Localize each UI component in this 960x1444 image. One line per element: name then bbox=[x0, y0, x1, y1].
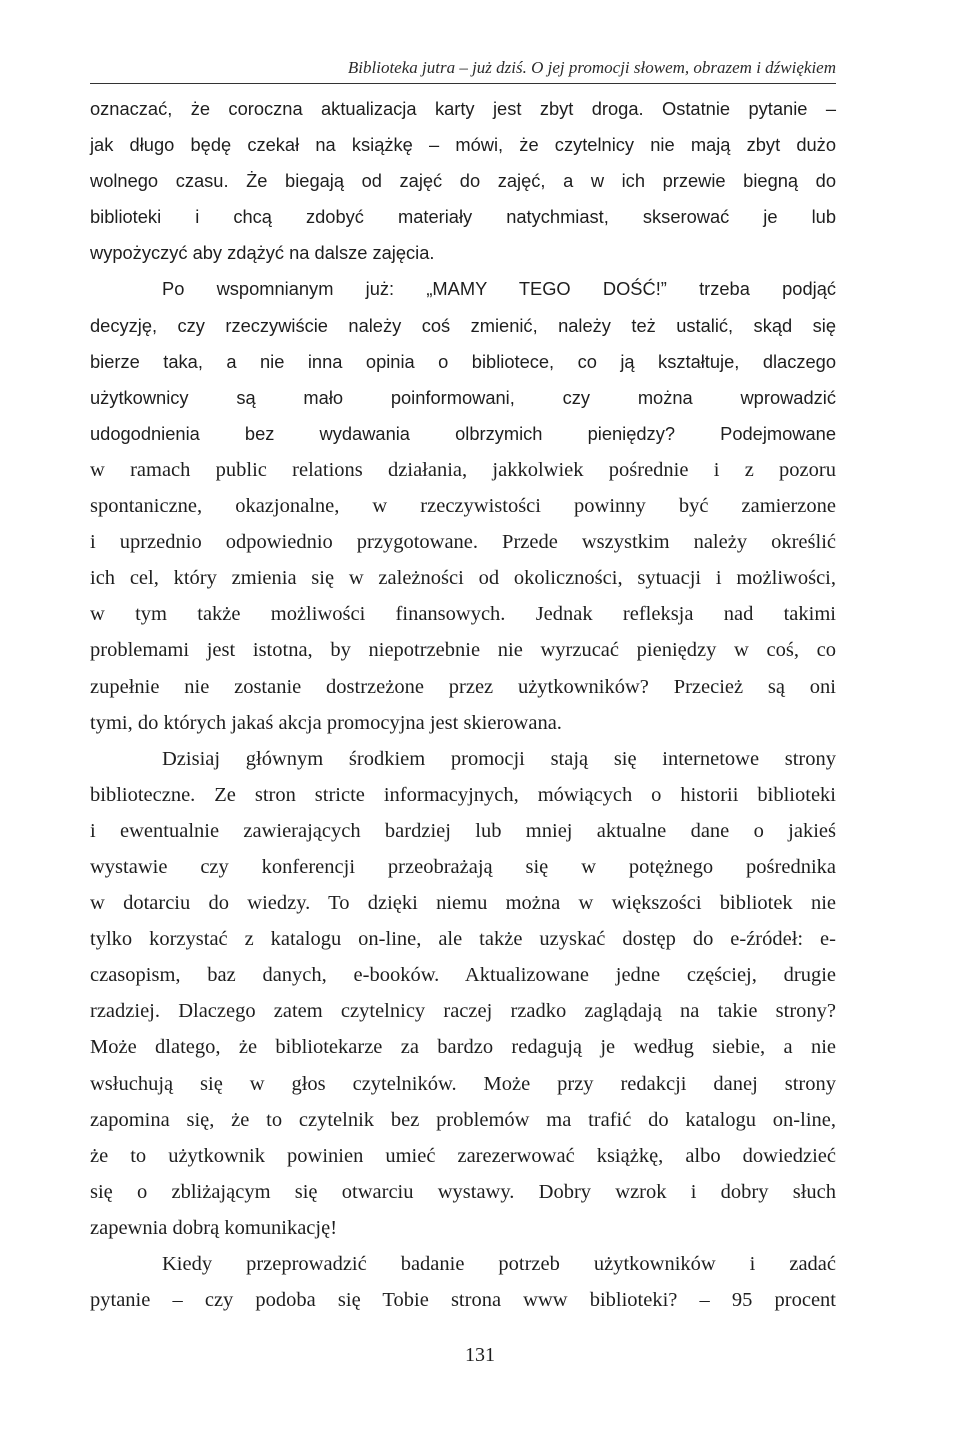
text-line: i ewentualnie zawierających bardziej lub mniej aktualne dane o jakieś bbox=[90, 819, 836, 842]
text-line: Dzisiaj głównym środkiem promocji stają się internetowe strony bbox=[162, 747, 836, 770]
text-line: w ramach public relations działania, jakkolwiek pośrednie i z pozoru bbox=[90, 458, 836, 481]
paragraph bbox=[90, 741, 836, 1246]
text-line: czasopism, baz danych, e-booków. Aktualizowane jedne częściej, drugie bbox=[90, 964, 836, 987]
paragraph bbox=[90, 91, 836, 271]
text-line: tylko korzystać z katalogu on-line, ale także uzyskać dostęp do e-źródeł: e- bbox=[90, 928, 836, 951]
text-line: wolnego czasu. Że biegają od zajęć do zajęć, a w ich przewie biegną do bbox=[90, 170, 836, 192]
header-rule bbox=[90, 83, 836, 84]
text-line: w dotarciu do wiedzy. To dzięki niemu można w większości bibliotek nie bbox=[90, 892, 836, 915]
body-text bbox=[90, 91, 836, 1318]
text-line: użytkownicy są mało poinformowani, czy można wprowadzić bbox=[90, 386, 836, 408]
text-line: Po wspomnianym już: „MAMY TEGO DOŚĆ!” trzeba podjąć bbox=[162, 278, 836, 300]
text-line: się o zbliżającym się otwarciu wystawy. Dobry wzrok i dobry słuch bbox=[90, 1180, 836, 1203]
text-line: w tym także możliwości finansowych. Jednak refleksja nad takimi bbox=[90, 603, 836, 626]
running-header: Biblioteka jutra – już dziś. O jej promocji słowem, obrazem i dźwiękiem bbox=[347, 58, 836, 77]
paragraph bbox=[90, 1246, 836, 1318]
paragraph bbox=[90, 271, 836, 740]
text-line: bierze taka, a nie inna opinia o bibliotece, co ją kształtuje, dlaczego bbox=[90, 350, 836, 372]
text-line: zapomina się, że to czytelnik bez problemów ma trafić do katalogu on-line, bbox=[90, 1108, 836, 1131]
text-line: biblioteki i chcą zdobyć materiały natychmiast, skserować je lub bbox=[90, 206, 836, 228]
text-line: zupełnie nie zostanie dostrzeżone przez użytkowników? Przecież są oni bbox=[90, 675, 836, 698]
text-line: jak długo będę czekał na książkę – mówi, że czytelnicy nie mają zbyt dużo bbox=[90, 134, 836, 156]
text-line: że to użytkownik powinien umieć zarezerwować książkę, albo dowiedzieć bbox=[90, 1144, 836, 1167]
text-line: udogodnienia bez wydawania olbrzymich pieniędzy? Podejmowane bbox=[90, 422, 836, 444]
page-number: 131 bbox=[465, 1344, 495, 1366]
text-line: ich cel, który zmienia się w zależności od okoliczności, sytuacji i możliwości, bbox=[90, 567, 836, 590]
text-line: spontaniczne, okazjonalne, w rzeczywistości powinny być zamierzone bbox=[90, 495, 836, 518]
text-line: rzadziej. Dlaczego zatem czytelnicy raczej rzadko zaglądają na takie strony? bbox=[90, 1000, 836, 1023]
text-line: Może dlatego, że bibliotekarze za bardzo redagują je według siebie, a nie bbox=[90, 1036, 836, 1059]
text-line: wsłuchują się w głos czytelników. Może przy redakcji danej strony bbox=[90, 1072, 836, 1095]
text-line: biblioteczne. Ze stron stricte informacyjnych, mówiących o historii biblioteki bbox=[90, 783, 836, 806]
text-line: wystawie czy konferencji przeobrażają się w potężnego pośrednika bbox=[90, 855, 836, 878]
text-line: tymi, do których jakaś akcja promocyjna jest skierowana. bbox=[90, 711, 562, 734]
text-line: i uprzednio odpowiednio przygotowane. Przede wszystkim należy określić bbox=[90, 531, 836, 554]
text-line: problemami jest istotna, by niepotrzebnie nie wyrzucać pieniędzy w coś, co bbox=[90, 639, 836, 662]
text-line: wypożyczyć aby zdążyć na dalsze zajęcia. bbox=[90, 242, 435, 264]
text-line: decyzję, czy rzeczywiście należy coś zmienić, należy też ustalić, skąd się bbox=[90, 314, 836, 336]
text-line: Kiedy przeprowadzić badanie potrzeb użytkowników i zadać bbox=[162, 1253, 836, 1275]
text-line: zapewnia dobrą komunikację! bbox=[90, 1216, 338, 1239]
text-line: oznaczać, że coroczna aktualizacja karty jest zbyt droga. Ostatnie pytanie – bbox=[90, 98, 836, 119]
text-line: pytanie – czy podoba się Tobie strona www biblioteki? – 95 procent bbox=[90, 1289, 836, 1312]
